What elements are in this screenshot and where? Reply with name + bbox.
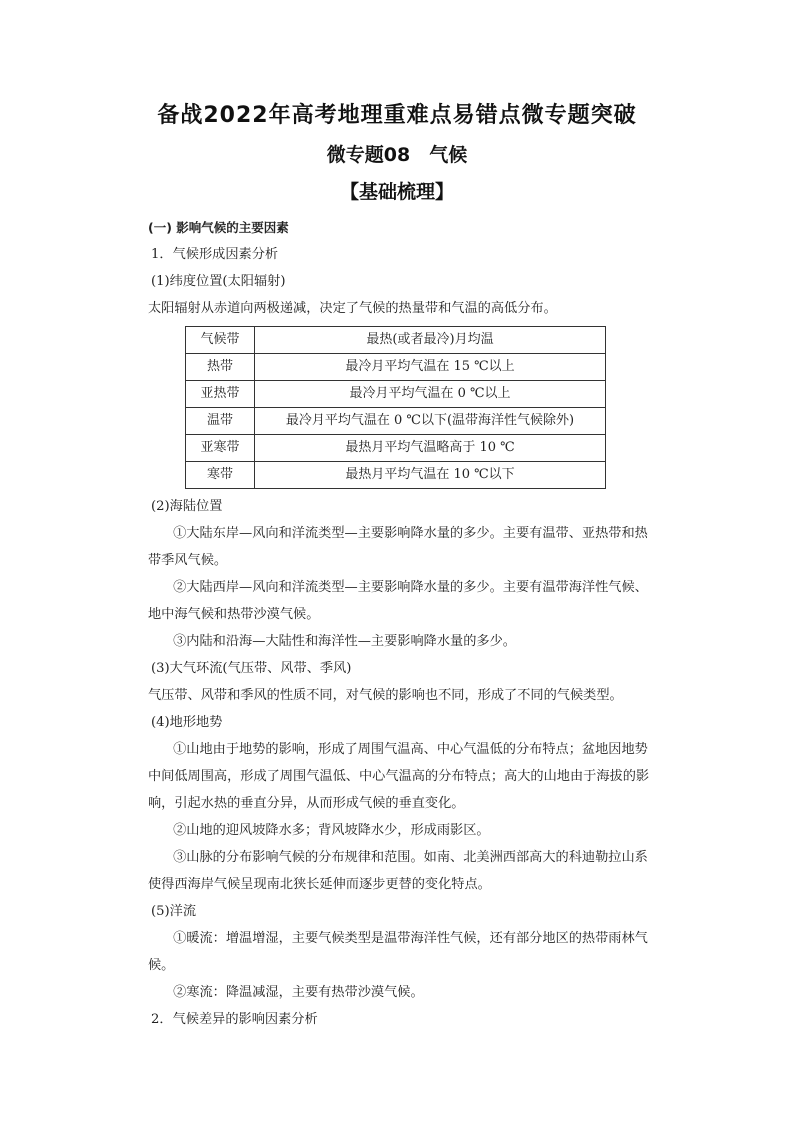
item-heading-1: 1．气候形成因素分析 <box>151 247 279 262</box>
table-row <box>186 381 606 408</box>
section-heading: (一) 影响气候的主要因素 <box>148 220 289 235</box>
paragraph: ②寒流：降温减湿，主要有热带沙漠气候。 <box>173 985 424 1000</box>
paragraph: ①山地由于地势的影响，形成了周围气温高、中心气温低的分布特点；盆地因地势中间低周围高，形成了周围气温低、中心气温高的分布特点；高大的山地由于海拔的影响，引起水热的垂直分异，从而形成气候的垂直变化。 <box>148 742 650 811</box>
table-cell: 亚热带 <box>186 381 255 408</box>
document-body <box>148 214 656 1033</box>
table-cell: 热带 <box>186 354 255 381</box>
subheading-latitude: (1)纬度位置(太阳辐射) <box>151 274 286 289</box>
table-row <box>186 435 606 462</box>
table-cell: 最冷月平均气温在 15 ℃以上 <box>255 354 606 381</box>
table-cell: 寒带 <box>186 462 255 489</box>
table-cell: 最热月平均气温在 10 ℃以下 <box>255 462 606 489</box>
table-cell: 最冷月平均气温在 0 ℃以上 <box>255 381 606 408</box>
table-header-cell: 气候带 <box>186 327 255 354</box>
paragraph: ②大陆西岸—风向和洋流类型—主要影响降水量的多少。主要有温带海洋性气候、地中海气候和热带沙漠气候。 <box>148 580 648 622</box>
table-row <box>186 354 606 381</box>
table-cell: 温带 <box>186 408 255 435</box>
paragraph: 气压带、风带和季风的性质不同，对气候的影响也不同，形成了不同的气候类型。 <box>148 688 623 703</box>
table-row <box>186 408 606 435</box>
paragraph: ②山地的迎风坡降水多；背风坡降水少，形成雨影区。 <box>173 823 490 838</box>
subheading-land-sea: (2)海陆位置 <box>151 499 223 514</box>
item-heading-2: 2．气候差异的影响因素分析 <box>151 1012 318 1027</box>
paragraph: ③山脉的分布影响气候的分布规律和范围。如南、北美洲西部高大的科迪勒拉山系使得西海岸气候呈现南北狭长延伸而逐步更替的变化特点。 <box>148 850 648 892</box>
subheading-terrain: (4)地形地势 <box>151 715 223 730</box>
paragraph: ①暖流：增温增湿，主要气候类型是温带海洋性气候，还有部分地区的热带雨林气候。 <box>148 931 648 973</box>
table-row <box>186 462 606 489</box>
section-label: 【基础梳理】 <box>339 181 454 203</box>
paragraph: ①大陆东岸—风向和洋流类型—主要影响降水量的多少。主要有温带、亚热带和热带季风气候。 <box>148 526 648 568</box>
topic-subtitle: 微专题08 气候 <box>326 144 468 166</box>
climate-zone-table <box>185 326 606 489</box>
table-header-row <box>186 327 606 354</box>
paragraph-latitude: 太阳辐射从赤道向两极递减，决定了气候的热量带和气温的高低分布。 <box>148 301 557 316</box>
paragraph: ③内陆和沿海—大陆性和海洋性—主要影响降水量的多少。 <box>173 634 516 649</box>
table-cell: 最冷月平均气温在 0 ℃以下(温带海洋性气候除外) <box>255 408 606 435</box>
table-cell: 最热月平均气温略高于 10 ℃ <box>255 435 606 462</box>
subheading-circulation: (3)大气环流(气压带、风带、季风) <box>151 661 352 676</box>
table-header-cell: 最热(或者最冷)月均温 <box>255 327 606 354</box>
subheading-currents: (5)洋流 <box>151 904 197 919</box>
document-title: 备战2022年高考地理重难点易错点微专题突破 <box>157 103 637 128</box>
table-cell: 亚寒带 <box>186 435 255 462</box>
